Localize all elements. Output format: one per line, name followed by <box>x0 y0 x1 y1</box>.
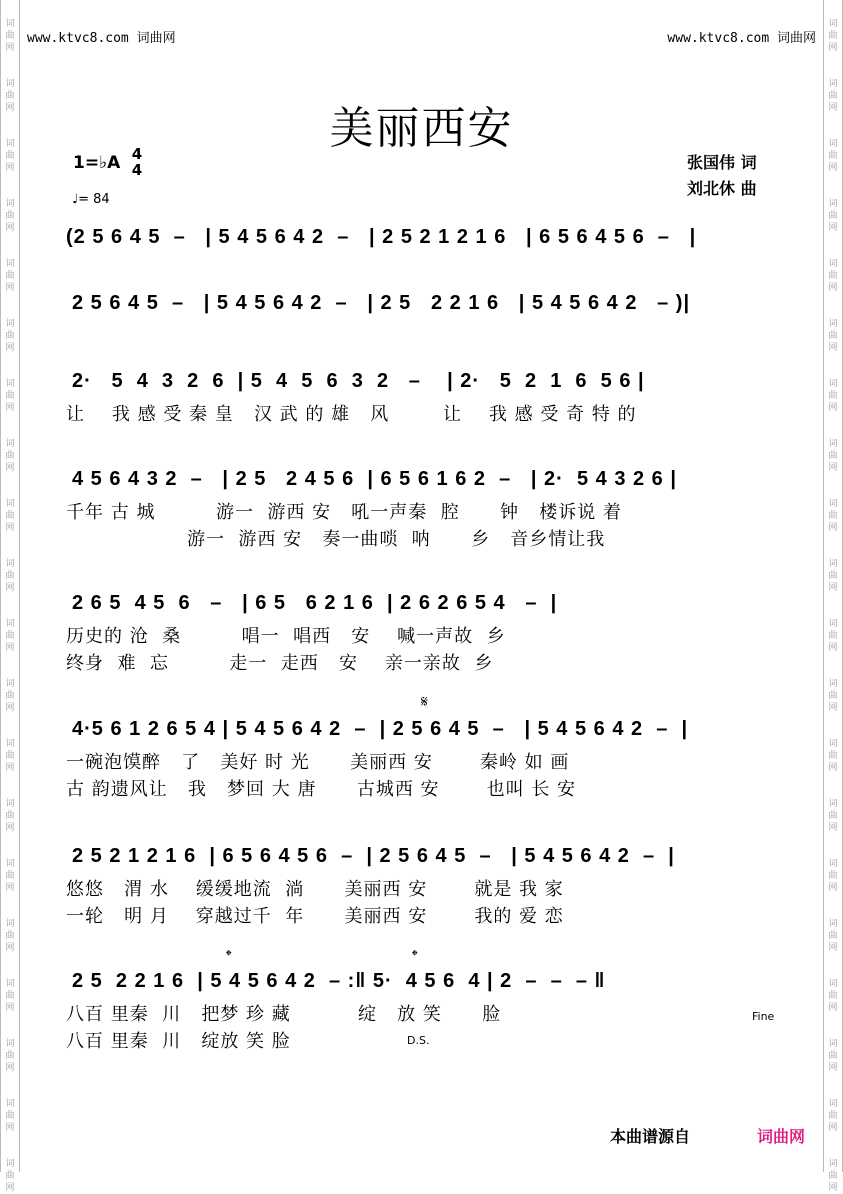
watermark-glyph: 网 <box>828 223 838 233</box>
lyrics-row-4-verse-2: 游一 游西 安 奏一曲唢 呐 乡 音乡情让我 <box>66 529 606 550</box>
watermark-glyph: 曲 <box>828 1051 838 1061</box>
watermark-glyph: 网 <box>5 523 15 533</box>
notes-row-8: 2 5 2 2 1 6 | 5 4 5 6 4 2 – :‖ 5· 4 5 6 4 | 2 – – – ‖ <box>72 970 606 992</box>
watermark-glyph: 词 <box>828 739 838 749</box>
watermark-glyph: 网 <box>5 403 15 413</box>
watermark-glyph: 曲 <box>5 511 15 521</box>
watermark-glyph: 曲 <box>828 631 838 641</box>
watermark-glyph: 曲 <box>828 451 838 461</box>
lyrics-row-6-verse-2: 古 韵遗风让 我 梦回 大 唐 古城西 安 也叫 长 安 <box>66 779 577 800</box>
watermark-glyph: 词 <box>828 19 838 29</box>
watermark-glyph: 网 <box>5 1063 15 1073</box>
watermark-glyph: 词 <box>828 259 838 269</box>
watermark-glyph: 词 <box>5 439 15 449</box>
watermark-glyph: 网 <box>828 763 838 773</box>
watermark-glyph: 词 <box>5 1039 15 1049</box>
lyricist-credit: 张国伟 词 <box>687 153 757 172</box>
watermark-glyph: 词 <box>828 979 838 989</box>
watermark-glyph: 曲 <box>5 151 15 161</box>
watermark-glyph: 曲 <box>828 511 838 521</box>
watermark-glyph: 词 <box>5 979 15 989</box>
watermark-glyph: 网 <box>828 103 838 113</box>
watermark-glyph: 词 <box>5 739 15 749</box>
watermark-glyph: 词 <box>5 79 15 89</box>
lyrics-row-6-verse-1: 一碗泡馍醉 了 美好 时 光 美丽西 安 秦岭 如 画 <box>66 752 570 773</box>
watermark-glyph: 曲 <box>5 691 15 701</box>
watermark-glyph: 网 <box>828 1123 838 1133</box>
watermark-glyph: 曲 <box>828 811 838 821</box>
watermark-glyph: 曲 <box>828 1111 838 1121</box>
watermark-glyph: 词 <box>5 499 15 509</box>
watermark-glyph: 网 <box>5 43 15 53</box>
watermark-glyph: 词 <box>828 799 838 809</box>
coda-icon-2: 𝄌 <box>412 946 418 965</box>
watermark-glyph: 曲 <box>828 31 838 41</box>
watermark-glyph: 网 <box>828 1063 838 1073</box>
watermark-glyph: 网 <box>5 883 15 893</box>
watermark-glyph: 网 <box>5 763 15 773</box>
watermark-glyph: 词 <box>828 319 838 329</box>
lyrics-row-8-verse-1: 八百 里秦 川 把梦 珍 藏 绽 放 笑 脸 <box>66 1004 502 1025</box>
watermark-glyph: 词 <box>828 79 838 89</box>
watermark-glyph: 网 <box>828 643 838 653</box>
watermark-glyph: 网 <box>828 823 838 833</box>
notes-row-3: 2· 5 4 3 2 6 | 5 4 5 6 3 2 – | 2· 5 2 1 6 5 6 | <box>72 370 645 392</box>
watermark-glyph: 词 <box>828 139 838 149</box>
watermark-glyph: 词 <box>5 379 15 389</box>
watermark-glyph: 网 <box>828 883 838 893</box>
watermark-glyph: 网 <box>5 103 15 113</box>
lyrics-row-3: 让 我 感 受 秦 皇 汉 武 的 雄 风 让 我 感 受 奇 特 的 <box>66 404 637 425</box>
coda-icon: 𝄌 <box>226 946 232 965</box>
watermark-glyph: 网 <box>828 943 838 953</box>
watermark-glyph: 词 <box>828 379 838 389</box>
watermark-glyph: 曲 <box>828 91 838 101</box>
watermark-glyph: 曲 <box>828 391 838 401</box>
lyrics-row-4-verse-1: 千年 古 城 游一 游西 安 吼一声秦 腔 钟 楼诉说 着 <box>66 502 622 523</box>
lyrics-row-5-verse-1: 历史的 沧 桑 唱一 唱西 安 喊一声故 乡 <box>66 626 506 647</box>
watermark-glyph: 曲 <box>5 271 15 281</box>
watermark-glyph: 网 <box>828 283 838 293</box>
watermark-glyph: 网 <box>5 1183 15 1193</box>
composer-credit: 刘北休 曲 <box>687 179 757 198</box>
watermark-glyph: 曲 <box>5 331 15 341</box>
watermark-glyph: 曲 <box>828 151 838 161</box>
notes-row-1: (2 5 6 4 5 – | 5 4 5 6 4 2 – | 2 5 2 1 2 1 6 | 6 5 6 4 5 6 – | <box>66 226 697 248</box>
watermark-glyph: 网 <box>5 943 15 953</box>
watermark-glyph: 词 <box>5 799 15 809</box>
watermark-glyph: 曲 <box>5 751 15 761</box>
notes-row-4: 4 5 6 4 3 2 – | 2 5 2 4 5 6 | 6 5 6 1 6 2 – | 2· 5 4 3 2 6 | <box>72 468 677 490</box>
watermark-glyph: 网 <box>828 163 838 173</box>
watermark-glyph: 词 <box>828 559 838 569</box>
watermark-glyph: 网 <box>5 643 15 653</box>
watermark-glyph: 曲 <box>5 91 15 101</box>
watermark-glyph: 网 <box>5 343 15 353</box>
lyrics-row-5-verse-2: 终身 难 忘 走一 走西 安 亲一亲故 乡 <box>66 653 494 674</box>
watermark-glyph: 词 <box>5 559 15 569</box>
watermark-glyph: 曲 <box>828 871 838 881</box>
watermark-glyph: 网 <box>5 163 15 173</box>
notes-row-6: 4·5 6 1 2 6 5 4 | 5 4 5 6 4 2 – | 2 5 6 4 5 – | 5 4 5 6 4 2 – | <box>72 718 689 740</box>
watermark-glyph: 曲 <box>5 1051 15 1061</box>
site-url-left: www.ktvc8.com 词曲网 <box>27 31 176 46</box>
watermark-glyph: 曲 <box>828 271 838 281</box>
watermark-glyph: 曲 <box>828 931 838 941</box>
notes-row-5: 2 6 5 4 5 6 – | 6 5 6 2 1 6 | 2 6 2 6 5 4 – | <box>72 592 558 614</box>
watermark-glyph: 曲 <box>828 211 838 221</box>
lyrics-row-8-verse-2: 八百 里秦 川 绽放 笑 脸 <box>66 1031 291 1052</box>
watermark-glyph: 词 <box>828 1159 838 1169</box>
watermark-glyph: 曲 <box>5 811 15 821</box>
watermark-glyph: 曲 <box>5 211 15 221</box>
watermark-glyph: 词 <box>828 439 838 449</box>
watermark-glyph: 词 <box>828 859 838 869</box>
watermark-glyph: 词 <box>5 139 15 149</box>
watermark-glyph: 网 <box>828 1183 838 1193</box>
fine-marking: Fine <box>752 1010 775 1023</box>
notes-row-2: 2 5 6 4 5 – | 5 4 5 6 4 2 – | 2 5 2 2 1 6 | 5 4 5 6 4 2 – )| <box>72 292 691 314</box>
watermark-glyph: 词 <box>5 1159 15 1169</box>
watermark-glyph: 曲 <box>5 991 15 1001</box>
watermark-glyph: 网 <box>828 343 838 353</box>
watermark-glyph: 网 <box>828 523 838 533</box>
watermark-glyph: 曲 <box>5 631 15 641</box>
watermark-glyph: 词 <box>5 19 15 29</box>
watermark-glyph: 网 <box>828 43 838 53</box>
watermark-glyph: 词 <box>828 199 838 209</box>
watermark-glyph: 词 <box>5 1099 15 1109</box>
watermark-glyph: 网 <box>5 1123 15 1133</box>
watermark-glyph: 词 <box>5 919 15 929</box>
watermark-glyph: 曲 <box>828 571 838 581</box>
watermark-glyph: 词 <box>828 619 838 629</box>
watermark-glyph: 曲 <box>828 991 838 1001</box>
watermark-glyph: 曲 <box>5 1111 15 1121</box>
watermark-glyph: 网 <box>5 703 15 713</box>
watermark-glyph: 网 <box>828 583 838 593</box>
watermark-glyph: 网 <box>828 403 838 413</box>
watermark-glyph: 词 <box>828 679 838 689</box>
watermark-glyph: 词 <box>5 859 15 869</box>
tempo-mark: ♩= 84 <box>72 192 110 207</box>
watermark-glyph: 词 <box>5 319 15 329</box>
watermark-glyph: 网 <box>828 463 838 473</box>
key-signature: 1=♭A <box>73 153 121 173</box>
watermark-glyph: 网 <box>5 283 15 293</box>
watermark-glyph: 网 <box>5 223 15 233</box>
watermark-glyph: 网 <box>828 1003 838 1013</box>
watermark-glyph: 词 <box>5 199 15 209</box>
watermark-glyph: 曲 <box>5 451 15 461</box>
site-url-right: www.ktvc8.com 词曲网 <box>667 31 816 46</box>
lyrics-row-7-verse-1: 悠悠 渭 水 缓缓地流 淌 美丽西 安 就是 我 家 <box>66 879 564 900</box>
watermark-glyph: 词 <box>5 679 15 689</box>
watermark-glyph: 网 <box>5 1003 15 1013</box>
segno-icon: 𝄋 <box>421 692 428 711</box>
footer-source: 本曲谱源自 <box>610 1127 691 1146</box>
ds-marking: D.S. <box>407 1034 430 1047</box>
watermark-glyph: 曲 <box>5 571 15 581</box>
watermark-glyph: 词 <box>5 619 15 629</box>
watermark-glyph: 网 <box>5 583 15 593</box>
watermark-glyph: 曲 <box>5 391 15 401</box>
watermark-glyph: 网 <box>828 703 838 713</box>
time-sig-top: 4 <box>131 145 143 163</box>
watermark-glyph: 词 <box>828 1039 838 1049</box>
song-title: 美丽西安 <box>329 103 514 154</box>
watermark-glyph: 曲 <box>5 931 15 941</box>
watermark-glyph: 词 <box>5 259 15 269</box>
watermark-glyph: 词 <box>828 919 838 929</box>
watermark-glyph: 曲 <box>828 751 838 761</box>
watermark-glyph: 曲 <box>5 1171 15 1181</box>
right-watermark-strip <box>823 0 843 1193</box>
watermark-glyph: 曲 <box>828 1171 838 1181</box>
watermark-glyph: 词 <box>828 499 838 509</box>
watermark-glyph: 网 <box>5 823 15 833</box>
watermark-glyph: 词 <box>828 1099 838 1109</box>
watermark-glyph: 曲 <box>5 31 15 41</box>
left-watermark-strip <box>0 0 20 1193</box>
watermark-glyph: 曲 <box>828 691 838 701</box>
lyrics-row-7-verse-2: 一轮 明 月 穿越过千 年 美丽西 安 我的 爱 恋 <box>66 906 564 927</box>
notes-row-7: 2 5 2 1 2 1 6 | 6 5 6 4 5 6 – | 2 5 6 4 5 – | 5 4 5 6 4 2 – | <box>72 845 675 867</box>
time-sig-bottom: 4 <box>131 161 143 179</box>
time-signature <box>130 146 144 178</box>
footer-brand-logo[interactable]: 词曲网 <box>757 1127 806 1146</box>
watermark-glyph: 曲 <box>5 871 15 881</box>
watermark-glyph: 网 <box>5 463 15 473</box>
watermark-glyph: 曲 <box>828 331 838 341</box>
